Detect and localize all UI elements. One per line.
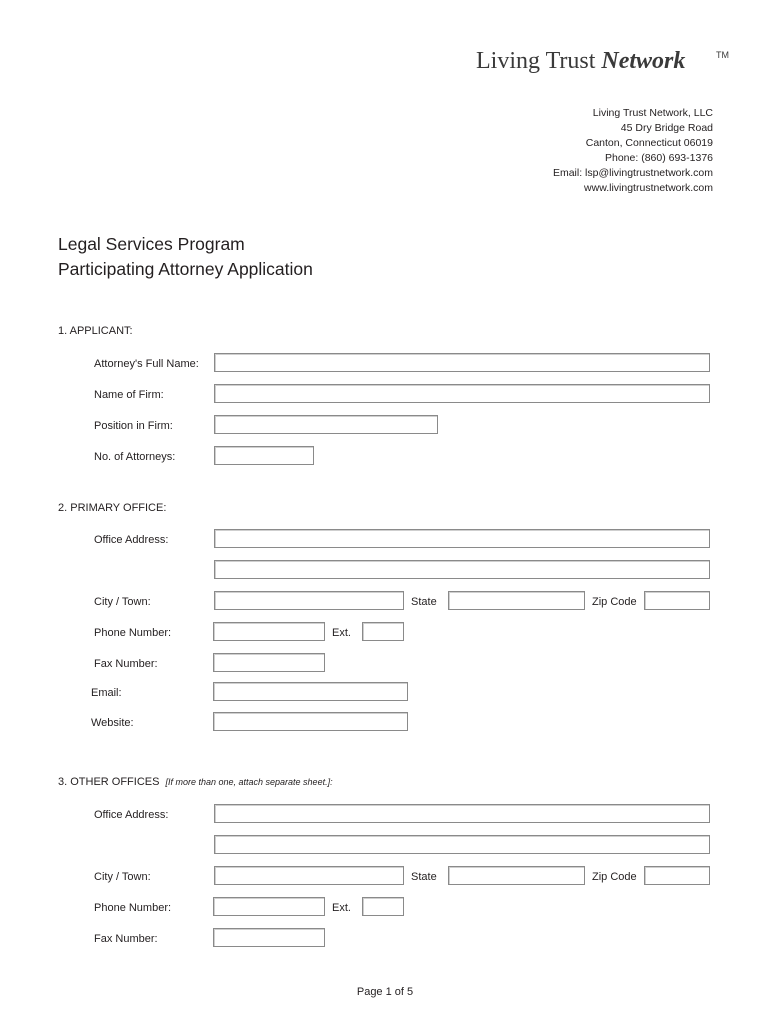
label-city: City / Town: — [94, 596, 151, 608]
email-field[interactable] — [213, 682, 408, 701]
position-field[interactable] — [214, 415, 438, 434]
label-office-address: Office Address: — [94, 534, 169, 546]
document-title — [58, 232, 313, 282]
attorneys-field[interactable] — [214, 446, 314, 465]
city-field[interactable] — [214, 591, 404, 610]
title-line-2: Participating Attorney Application — [58, 259, 313, 279]
address-email: Email: lsp@livingtrustnetwork.com — [552, 167, 713, 179]
website-field[interactable] — [213, 712, 408, 731]
label-firm: Name of Firm: — [94, 389, 164, 401]
other-phone-field[interactable] — [213, 897, 325, 916]
label-attorneys: No. of Attorneys: — [94, 451, 176, 463]
logo-network-text: Network — [601, 48, 686, 74]
ext-field[interactable] — [362, 622, 404, 641]
address-company: Living Trust Network, LLC — [592, 107, 713, 119]
address-phone: Phone: (860) 693-1376 — [605, 152, 713, 164]
label-full-name: Attorney's Full Name: — [94, 358, 199, 370]
label-zip: Zip Code — [592, 596, 637, 608]
trademark-symbol: TM — [716, 50, 729, 60]
address-city: Canton, Connecticut 06019 — [585, 137, 713, 149]
label-other-state: State — [411, 871, 437, 883]
label-website: Website: — [91, 717, 134, 729]
other-state-field[interactable] — [448, 866, 585, 885]
label-email: Email: — [91, 687, 122, 699]
section-applicant-heading: 1. APPLICANT: — [58, 325, 133, 337]
section-other-offices-heading — [58, 776, 333, 788]
office-address-field-1[interactable] — [214, 529, 710, 548]
label-other-office-address: Office Address: — [94, 809, 169, 821]
label-phone: Phone Number: — [94, 627, 172, 639]
label-state: State — [411, 596, 437, 608]
label-fax: Fax Number: — [94, 658, 158, 670]
address-website: www.livingtrustnetwork.com — [584, 182, 713, 194]
other-offices-note: [If more than one, attach separate sheet.]: — [165, 777, 333, 787]
other-city-field[interactable] — [214, 866, 404, 885]
full-name-field[interactable] — [214, 353, 710, 372]
address-street: 45 Dry Bridge Road — [620, 122, 713, 134]
section-primary-office-heading: 2. PRIMARY OFFICE: — [58, 502, 167, 514]
company-address — [553, 106, 713, 196]
title-line-1: Legal Services Program — [58, 234, 245, 254]
firm-field[interactable] — [214, 384, 710, 403]
fax-field[interactable] — [213, 653, 325, 672]
page-number: Page 1 of 5 — [356, 986, 414, 998]
label-other-city: City / Town: — [94, 871, 151, 883]
office-address-field-2[interactable] — [214, 560, 710, 579]
other-offices-title: 3. OTHER OFFICES — [58, 776, 160, 788]
other-ext-field[interactable] — [362, 897, 404, 916]
label-other-fax: Fax Number: — [94, 933, 158, 945]
label-other-ext: Ext. — [332, 902, 351, 914]
phone-field[interactable] — [213, 622, 325, 641]
zip-field[interactable] — [644, 591, 710, 610]
company-logo — [476, 48, 736, 82]
label-ext: Ext. — [332, 627, 351, 639]
logo-text: Living Trust — [476, 48, 602, 74]
other-office-address-field-2[interactable] — [214, 835, 710, 854]
other-fax-field[interactable] — [213, 928, 325, 947]
other-zip-field[interactable] — [644, 866, 710, 885]
label-position: Position in Firm: — [94, 420, 173, 432]
label-other-phone: Phone Number: — [94, 902, 172, 914]
state-field[interactable] — [448, 591, 585, 610]
label-other-zip: Zip Code — [592, 871, 637, 883]
other-office-address-field-1[interactable] — [214, 804, 710, 823]
